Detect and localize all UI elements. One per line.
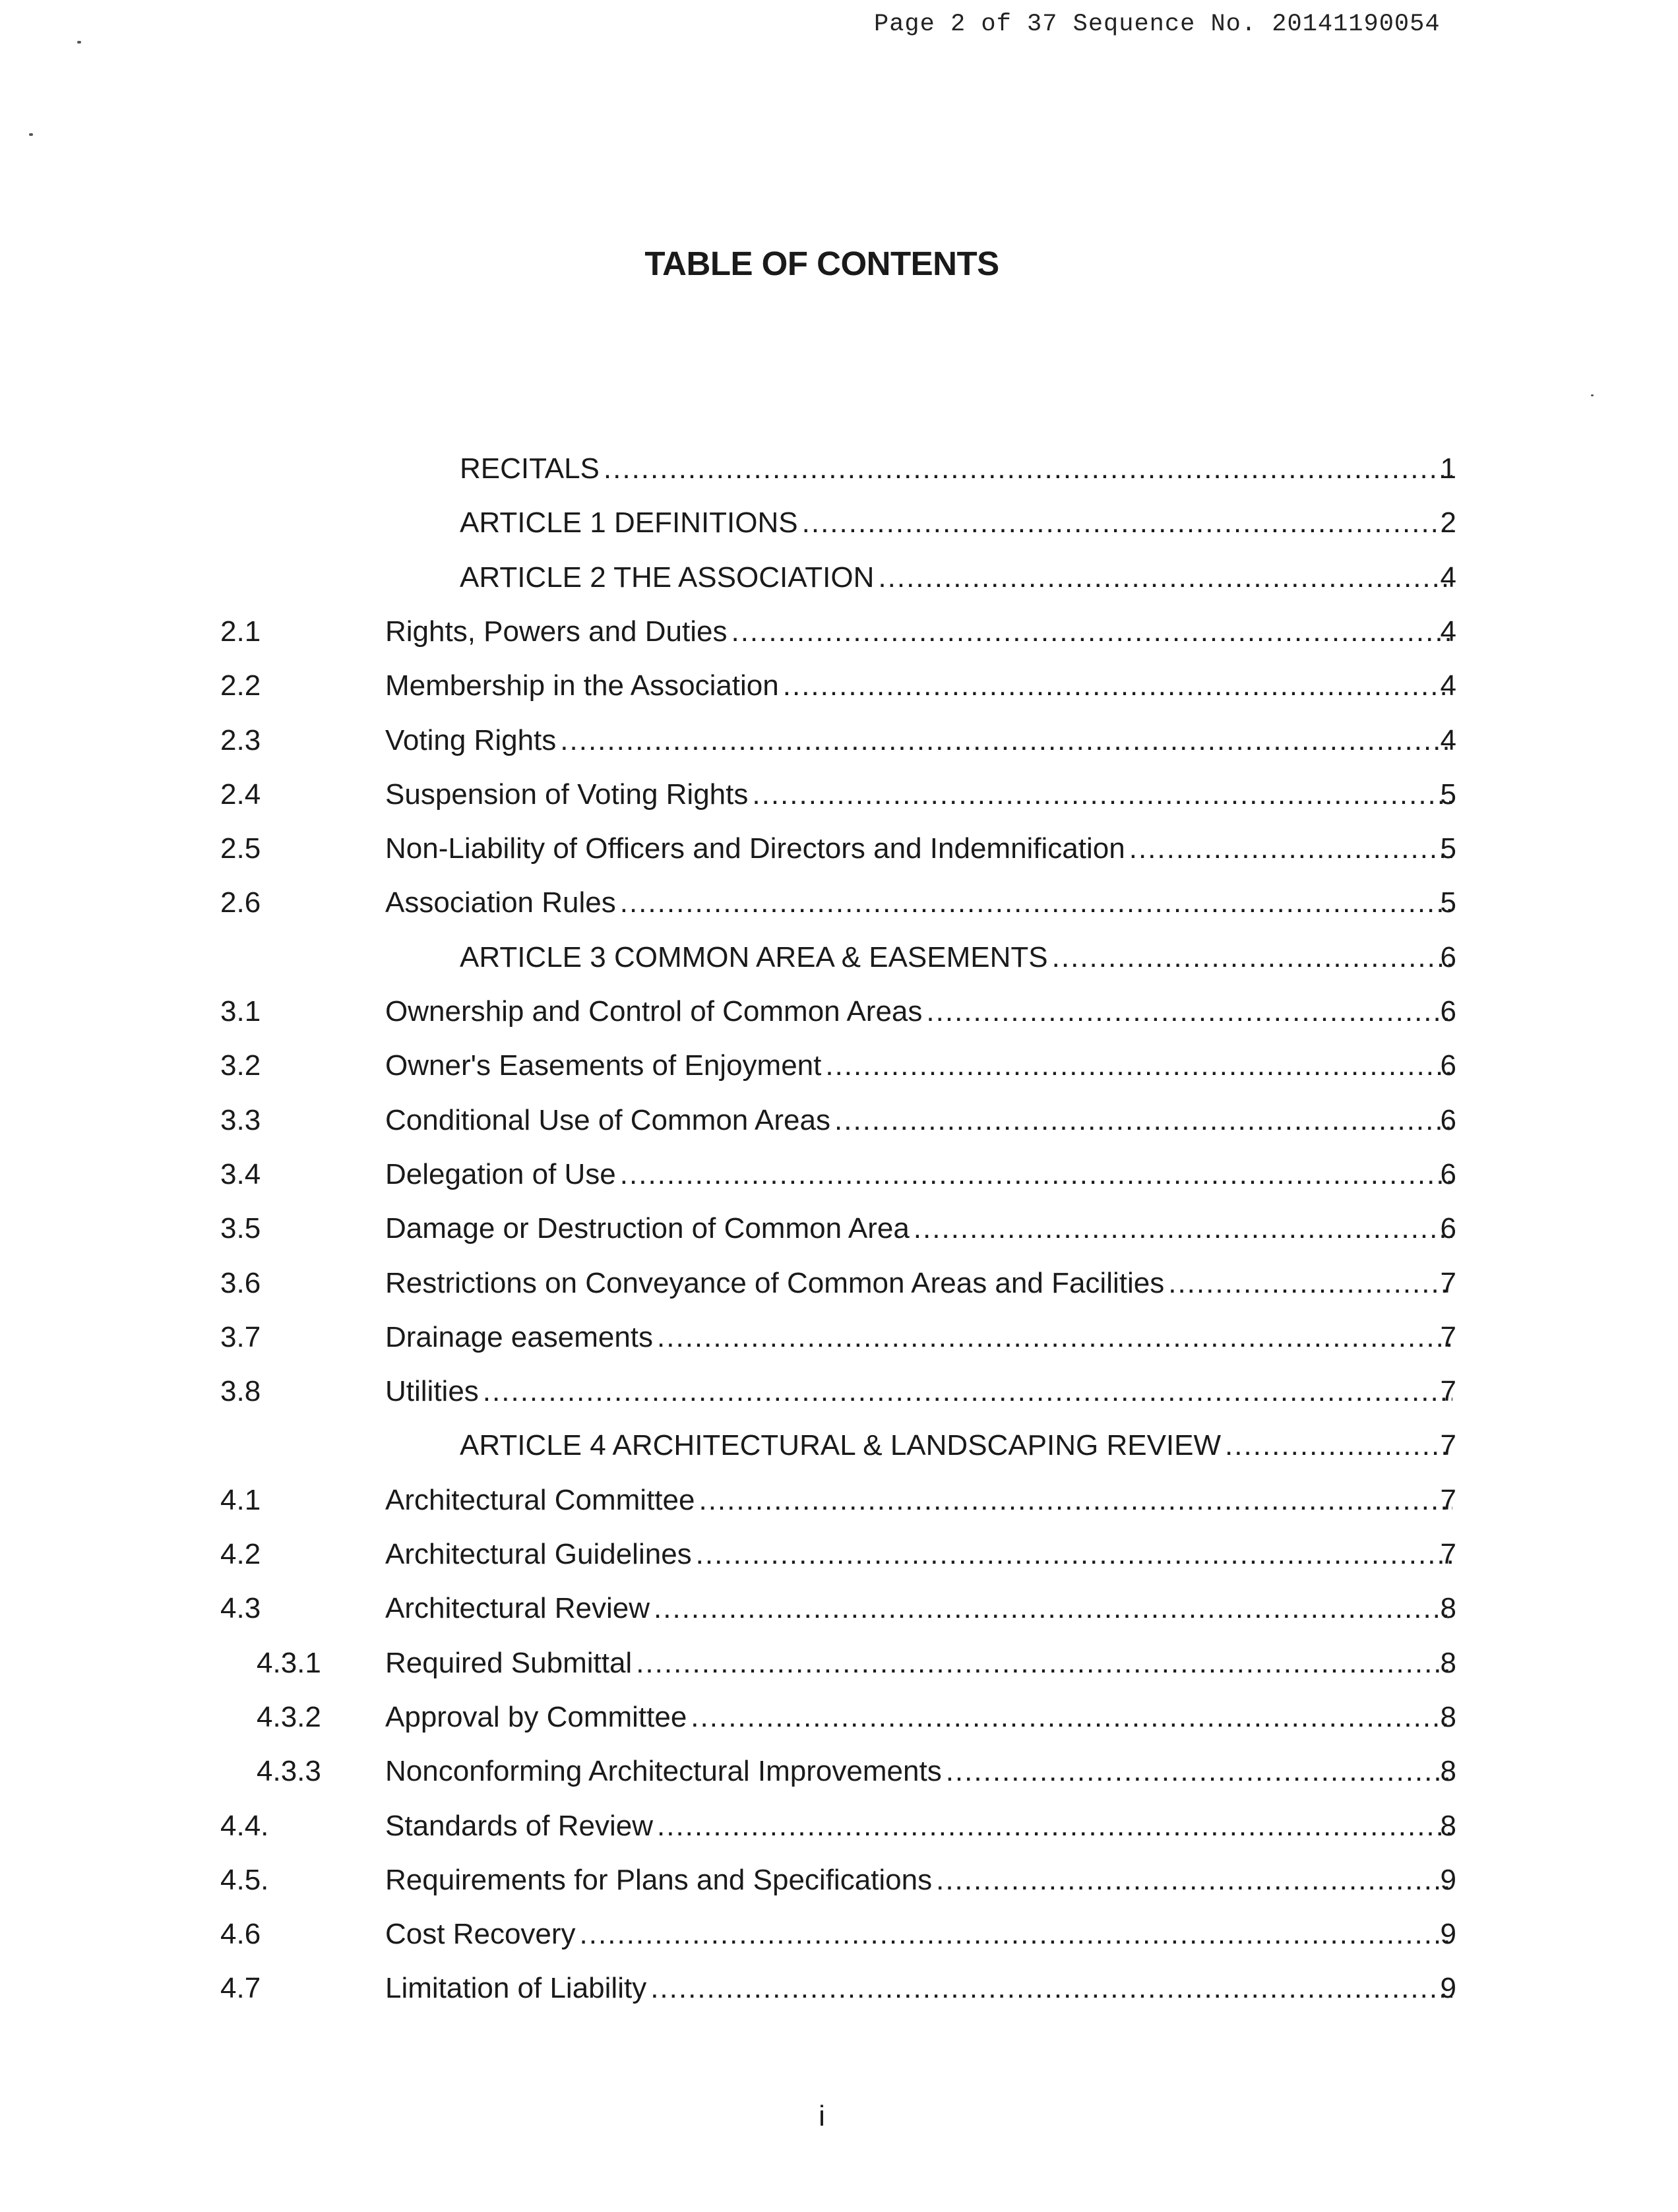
toc-page-number: 8 — [1440, 1809, 1456, 1842]
toc-entry — [385, 1148, 1456, 1202]
toc-section-number: 4.5. — [220, 1863, 269, 1896]
toc-entry-title: Architectural Review — [385, 1592, 650, 1625]
toc-page-number: 6 — [1440, 1049, 1456, 1082]
toc-dot-leader — [654, 1582, 1452, 1636]
toc-row — [0, 1744, 1678, 1798]
toc-entry — [385, 768, 1456, 822]
toc-page-number: 2 — [1440, 507, 1456, 539]
toc-row — [0, 1093, 1678, 1148]
toc-row — [0, 659, 1678, 713]
toc-entry — [385, 1961, 1456, 2015]
toc-row — [0, 1419, 1678, 1473]
toc-entry — [385, 1907, 1456, 1961]
toc-entry-title: Utilities — [385, 1375, 479, 1408]
toc-entry — [385, 1799, 1456, 1853]
toc-dot-leader — [691, 1690, 1452, 1744]
toc-section-number: 4.6 — [220, 1918, 261, 1951]
toc-dot-leader — [1052, 931, 1452, 985]
toc-entry — [385, 1310, 1456, 1365]
toc-page-number: 4 — [1440, 615, 1456, 648]
toc-entry-title: Requirements for Plans and Specifications — [385, 1863, 933, 1896]
toc-dot-leader — [580, 1907, 1452, 1961]
toc-row — [0, 1636, 1678, 1690]
toc-entry-title: Suspension of Voting Rights — [385, 778, 749, 811]
toc-entry-title: Non-Liability of Officers and Directors and Indemnification — [385, 832, 1125, 865]
toc-dot-leader — [696, 1527, 1452, 1582]
toc-section-number: 2.6 — [220, 886, 261, 919]
toc-entry-title: Drainage easements — [385, 1320, 654, 1353]
toc-section-number: 4.3 — [220, 1592, 261, 1625]
toc-dot-leader — [620, 876, 1452, 930]
toc-section-number: 2.1 — [220, 615, 261, 648]
toc-entry — [385, 1039, 1456, 1093]
toc-entry-title: ARTICLE 1 DEFINITIONS — [460, 507, 798, 539]
toc-entry — [385, 714, 1456, 768]
toc-row — [0, 985, 1678, 1039]
toc-row — [0, 1473, 1678, 1527]
toc-entry — [460, 551, 1456, 605]
toc-page-number: 4 — [1440, 561, 1456, 594]
toc-dot-leader — [657, 1799, 1452, 1853]
toc-entry — [385, 822, 1456, 876]
toc-entry-title: Cost Recovery — [385, 1918, 576, 1951]
toc-section-number: 3.3 — [220, 1103, 261, 1136]
scan-speck — [1591, 394, 1594, 396]
toc-entry — [385, 1473, 1456, 1527]
toc-entry-title: Approval by Committee — [385, 1700, 687, 1733]
toc-dot-leader — [936, 1853, 1452, 1907]
toc-page-number: 9 — [1440, 1863, 1456, 1896]
toc-page-number: 6 — [1440, 1157, 1456, 1190]
toc-row — [0, 931, 1678, 985]
toc-entry-title: Required Submittal — [385, 1646, 633, 1679]
toc-section-number: 3.5 — [220, 1212, 261, 1245]
toc-page-number: 7 — [1440, 1266, 1456, 1299]
toc-section-number: 2.4 — [220, 778, 261, 811]
toc-section-number: 4.7 — [220, 1972, 261, 2005]
scan-speck — [77, 41, 81, 44]
toc-row — [0, 1148, 1678, 1202]
toc-page-number: 5 — [1440, 886, 1456, 919]
toc-dot-leader — [657, 1310, 1452, 1365]
toc-page-number: 8 — [1440, 1646, 1456, 1679]
toc-entry-title: Limitation of Liability — [385, 1972, 647, 2005]
toc-entry — [385, 1202, 1456, 1256]
toc-section-number: 3.1 — [220, 995, 261, 1028]
toc-page-number: 7 — [1440, 1538, 1456, 1570]
toc-row — [0, 496, 1678, 550]
toc-entry-title: Association Rules — [385, 886, 616, 919]
toc-entry-title: Architectural Committee — [385, 1483, 695, 1516]
toc-entry-title: Rights, Powers and Duties — [385, 615, 728, 648]
toc-entry-title: Standards of Review — [385, 1809, 653, 1842]
toc-entry-title: Ownership and Control of Common Areas — [385, 995, 923, 1028]
toc-entry — [460, 931, 1456, 985]
toc-page-number: 7 — [1440, 1429, 1456, 1462]
toc-entry — [385, 1365, 1456, 1419]
toc-entry-title: Delegation of Use — [385, 1157, 616, 1190]
toc-entry — [460, 442, 1456, 496]
toc-dot-leader — [620, 1148, 1452, 1202]
toc-row — [0, 551, 1678, 605]
toc-entry — [385, 985, 1456, 1039]
toc-row — [0, 1527, 1678, 1582]
toc-page-number: 8 — [1440, 1592, 1456, 1625]
toc-entry — [385, 876, 1456, 930]
toc-dot-leader — [1168, 1256, 1452, 1310]
toc-page-number: 6 — [1440, 1212, 1456, 1245]
toc-entry-title: Restrictions on Conveyance of Common Areas and Facilities — [385, 1266, 1165, 1299]
toc-dot-leader — [1225, 1419, 1452, 1473]
toc-entry-title: Damage or Destruction of Common Area — [385, 1212, 910, 1245]
toc-section-number: 3.2 — [220, 1049, 261, 1082]
toc-entry-title: RECITALS — [460, 452, 600, 485]
toc-dot-leader — [752, 768, 1452, 822]
toc-section-number: 2.5 — [220, 832, 261, 865]
toc-section-number: 4.3.1 — [257, 1646, 321, 1679]
toc-entry — [385, 1690, 1456, 1744]
toc-row — [0, 1039, 1678, 1093]
toc-row — [0, 822, 1678, 876]
toc-entry-title: Nonconforming Architectural Improvements — [385, 1755, 942, 1788]
toc-page-number: 8 — [1440, 1700, 1456, 1733]
toc-page-number: 1 — [1440, 452, 1456, 485]
toc-page-number: 7 — [1440, 1375, 1456, 1408]
toc-entry-title: Voting Rights — [385, 723, 557, 756]
toc-entry — [385, 1582, 1456, 1636]
toc-entry — [385, 1853, 1456, 1907]
toc-row — [0, 1202, 1678, 1256]
toc-row — [0, 1690, 1678, 1744]
toc-entry-title: Conditional Use of Common Areas — [385, 1103, 830, 1136]
toc-row — [0, 1256, 1678, 1310]
toc-entry — [460, 496, 1456, 550]
toc-entry-title: Membership in the Association — [385, 669, 779, 702]
toc-entry — [385, 605, 1456, 659]
page-title: TABLE OF CONTENTS — [644, 245, 999, 282]
toc-row — [0, 1310, 1678, 1365]
toc-entry-title: Owner's Easements of Enjoyment — [385, 1049, 822, 1082]
toc-row — [0, 1961, 1678, 2015]
toc-dot-leader — [699, 1473, 1452, 1527]
toc-dot-leader — [731, 605, 1452, 659]
toc-dot-leader — [914, 1202, 1452, 1256]
toc-entry-title: ARTICLE 2 THE ASSOCIATION — [460, 561, 875, 594]
toc-page-number: 9 — [1440, 1972, 1456, 2005]
toc-row — [0, 1582, 1678, 1636]
toc-dot-leader — [783, 659, 1452, 713]
toc-page-number: 5 — [1440, 778, 1456, 811]
toc-page-number: 4 — [1440, 669, 1456, 702]
toc-row — [0, 714, 1678, 768]
toc-entry — [385, 1744, 1456, 1798]
toc-section-number: 2.2 — [220, 669, 261, 702]
toc-row — [0, 1907, 1678, 1961]
toc-section-number: 3.4 — [220, 1157, 261, 1190]
toc-section-number: 3.6 — [220, 1266, 261, 1299]
toc-page-number: 6 — [1440, 995, 1456, 1028]
toc-row — [0, 1853, 1678, 1907]
toc-dot-leader — [604, 442, 1452, 496]
toc-dot-leader — [650, 1961, 1452, 2015]
toc-section-number: 4.1 — [220, 1483, 261, 1516]
toc-section-number: 3.8 — [220, 1375, 261, 1408]
toc-page-number: 9 — [1440, 1918, 1456, 1951]
toc-entry — [385, 659, 1456, 713]
toc-page-number: 7 — [1440, 1320, 1456, 1353]
toc-dot-leader — [560, 714, 1452, 768]
toc-page-number: 6 — [1440, 1103, 1456, 1136]
toc-dot-leader — [483, 1365, 1452, 1419]
toc-dot-leader — [636, 1636, 1452, 1690]
toc-page-number: 5 — [1440, 832, 1456, 865]
toc-page-number: 4 — [1440, 723, 1456, 756]
toc-dot-leader — [946, 1744, 1452, 1798]
scan-speck — [29, 133, 33, 136]
toc-page-number: 8 — [1440, 1755, 1456, 1788]
toc-section-number: 2.3 — [220, 723, 261, 756]
toc-row — [0, 1799, 1678, 1853]
toc-entry — [460, 1419, 1456, 1473]
toc-entry — [385, 1256, 1456, 1310]
toc-row — [0, 605, 1678, 659]
toc-page-number: 6 — [1440, 940, 1456, 973]
toc-dot-leader — [834, 1093, 1452, 1148]
toc-section-number: 4.2 — [220, 1538, 261, 1570]
page-sequence-header: Page 2 of 37 Sequence No. 20141190054 — [874, 11, 1441, 38]
toc-entry-title: Architectural Guidelines — [385, 1538, 692, 1570]
toc-entry — [385, 1636, 1456, 1690]
toc-section-number: 4.4. — [220, 1809, 269, 1842]
toc-entry — [385, 1527, 1456, 1582]
toc-page-number: 7 — [1440, 1483, 1456, 1516]
toc-entry-title: ARTICLE 3 COMMON AREA & EASEMENTS — [460, 940, 1048, 973]
toc-section-number: 3.7 — [220, 1320, 261, 1353]
toc-dot-leader — [926, 985, 1452, 1039]
toc-dot-leader — [1129, 822, 1452, 876]
toc-section-number: 4.3.2 — [257, 1700, 321, 1733]
toc-section-number: 4.3.3 — [257, 1755, 321, 1788]
toc-entry — [385, 1093, 1456, 1148]
toc-dot-leader — [878, 551, 1452, 605]
toc-row — [0, 768, 1678, 822]
toc-entry-title: ARTICLE 4 ARCHITECTURAL & LANDSCAPING REVIEW — [460, 1429, 1222, 1462]
toc-row — [0, 1365, 1678, 1419]
toc-row — [0, 876, 1678, 930]
toc-row — [0, 442, 1678, 496]
page-folio: i — [819, 2100, 825, 2132]
toc-dot-leader — [825, 1039, 1452, 1093]
toc-dot-leader — [802, 496, 1452, 550]
